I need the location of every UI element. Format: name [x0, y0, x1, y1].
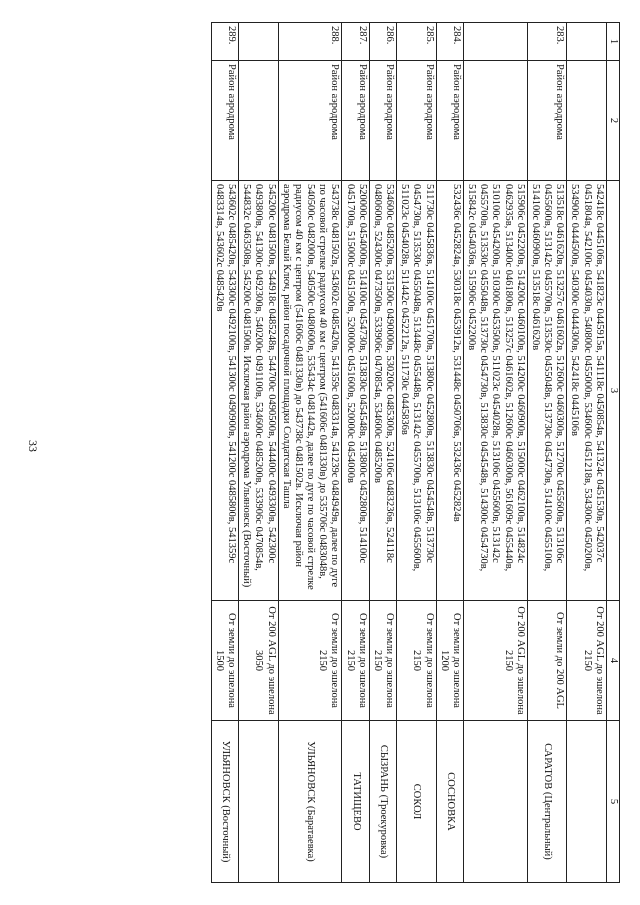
table-row [397, 23, 437, 883]
aerodrome-name: СОКОЛ [397, 721, 437, 883]
altitude-range: От земли до эшелона 2150 [369, 601, 396, 721]
row-number: 287. [342, 23, 369, 61]
header-cell-3: 3 [606, 181, 619, 601]
rotated-table-container [70, 22, 620, 882]
zone-type: Район аэродрома [369, 61, 396, 181]
table-row [211, 23, 238, 883]
altitude-range: От земли до эшелона 2150 [397, 601, 437, 721]
aerodrome-name: УЛЬЯНОВСК (Восточный) [211, 721, 238, 883]
row-number: 284. [436, 23, 463, 61]
table-row [369, 23, 396, 883]
header-cell-5: 5 [606, 721, 619, 883]
aerodrome-name: ТАТИЩЕВО [342, 721, 369, 883]
row-number: 288. [278, 23, 342, 61]
aerodrome-name: УЛЬЯНОВСК (Баратаевка) [278, 721, 342, 883]
row-number [567, 23, 607, 61]
row-number [463, 23, 527, 61]
table-row [527, 23, 567, 883]
altitude-range: От 200 AGL до эшелона 2150 [463, 601, 527, 721]
row-number: 283. [527, 23, 567, 61]
altitude-range: От земли до эшелона 2150 [342, 601, 369, 721]
header-cell-4: 4 [606, 601, 619, 721]
aerodrome-name [239, 721, 279, 883]
header-cell-2: 2 [606, 61, 619, 181]
zone-type: Район аэродрома [342, 61, 369, 181]
altitude-range: От 200 AGL до эшелона 3050 [239, 601, 279, 721]
zone-type: Район аэродрома [211, 61, 238, 181]
coordinates: 520000с 0454000в, 514100с 0454730в, 513830с 0454548в, 513800с 0452800в, 514100с 0451700в, 515000с 0451500в, 520000с 0451600в, 520000с 0454000в [342, 181, 369, 601]
coordinates: 532436с 0452824в, 530318с 0453912в, 531448с 0450706в, 532436с 0452824в [436, 181, 463, 601]
page-number: 33 [26, 440, 40, 452]
table-row [463, 23, 527, 883]
coordinates: 513518с 0461620в, 513257с 0461602в, 512600с 0460300в, 512700с 0455600в, 513106с 0455600в, 513142с 0455700в, 513530с 0455048в, 513730с 0454730в, 514100с 0455100в, 514100с 0460900в, 513518с 0461620в [527, 181, 567, 601]
coordinates: 515906с 0452200в, 514200с 0460100в, 514200с 0460900в, 515000с 0462100в, 514824с 0462935в, 513400с 0461800в, 513257с 0461602в, 512600с 0460300в, 561609с 0455440в, 510100с 0454200в, 510300с 0453500в, 511023с 0454028в, 513106с 0455600в, 513142с 0455700в, 513530с 0455048в, 513730с 0454730в, 513830с 0454548в, 514300с 0454730в, 515842с 0454036в, 515906с 0452200в [463, 181, 527, 601]
header-cell-1: 1 [606, 23, 619, 61]
table-row [567, 23, 607, 883]
row-number: 285. [397, 23, 437, 61]
zone-type: Район аэродрома [436, 61, 463, 181]
airspace-table [211, 22, 620, 883]
row-number: 289. [211, 23, 238, 61]
zone-type [239, 61, 279, 181]
coordinates: 543738с 0481502в, 543602с 0485420в, 541359с 0483314в, 541239с 0484949в, далее по дуге по часовой стрелке радиусом 40 км с центром (541606с 0481330в) до 535706с 0483048в, 540500с 0482000в, 540500с 0480600в, 535434с 0481442в, далее по дуге по часовой стрелке радиусом 40 км с центром (541606с 0481330в) до 543738с 0481502в. Исключая район аэродрома Белый Ключ, район посадочной площадки Солдатская Ташла [278, 181, 342, 601]
zone-type: Район аэродрома [527, 61, 567, 181]
table-row [342, 23, 369, 883]
altitude-range: От 200 AGL до эшелона 2150 [567, 601, 607, 721]
altitude-range: От земли до эшелона 1500 [211, 601, 238, 721]
altitude-range: От земли до эшелона 2150 [278, 601, 342, 721]
zone-type [463, 61, 527, 181]
zone-type: Район аэродрома [278, 61, 342, 181]
coordinates: 543602с 0485420в, 543300с 0492100в, 541300с 0490900в, 541200с 0485800в, 541359с 0483314в, 543602с 0485420в [211, 181, 238, 601]
aerodrome-name [567, 721, 607, 883]
aerodrome-name [463, 721, 527, 883]
row-number: 286. [369, 23, 396, 61]
zone-type [567, 61, 607, 181]
altitude-range: От земли до эшелона 1200 [436, 601, 463, 721]
aerodrome-name: СОСНОВКА [436, 721, 463, 883]
coordinates: 542418с 0445106в, 541823с 0445915в, 541118с 0450854в, 541324с 0451530в, 542037с 0451804в, 542100с 0454030в, 540800с 0455000в, 534600с 0451218в, 534300с 0450200в, 534900с 0444500в, 540300с 0444300в, 542418с 0445106в [567, 181, 607, 601]
table-row [436, 23, 463, 883]
table-row [278, 23, 342, 883]
header-row [606, 23, 619, 883]
aerodrome-name: САРАТОВ (Центральный) [527, 721, 567, 883]
coordinates: 545200с 0481500в, 544918с 0485248в, 544700с 0490500в, 544400с 0493300в, 542300с 0493800в, 541300с 0492300в, 540200с 0491100в, 534600с 0485200в, 533906с 0470854в, 544832с 0463508в, 545200с 0481500в. Исключая район аэродрома Ульяновск (Восточный) [239, 181, 279, 601]
coordinates: 511730с 0445836в, 514100с 0451700в, 513800с 0452800в, 513830с 0454548в, 513730с 0454730в, 513530с 0455048в, 513448с 0455448в, 513142с 0455700в, 513106с 0455600в, 511023с 0454028в, 511442с 0452212в, 511730с 0445836в [397, 181, 437, 601]
altitude-range: От земли до 200 AGL [527, 601, 567, 721]
zone-type: Район аэродрома [397, 61, 437, 181]
table-row [239, 23, 279, 883]
row-number [239, 23, 279, 61]
coordinates: 534600с 0485200в, 531500с 0490000в, 530200с 0485300в, 524106с 0483236в, 524118с 0480600в, 524300с 0473500в, 533906с 0470854в, 534600с 0485200в [369, 181, 396, 601]
aerodrome-name: СЫЗРАНЬ (Троекуровка) [369, 721, 396, 883]
